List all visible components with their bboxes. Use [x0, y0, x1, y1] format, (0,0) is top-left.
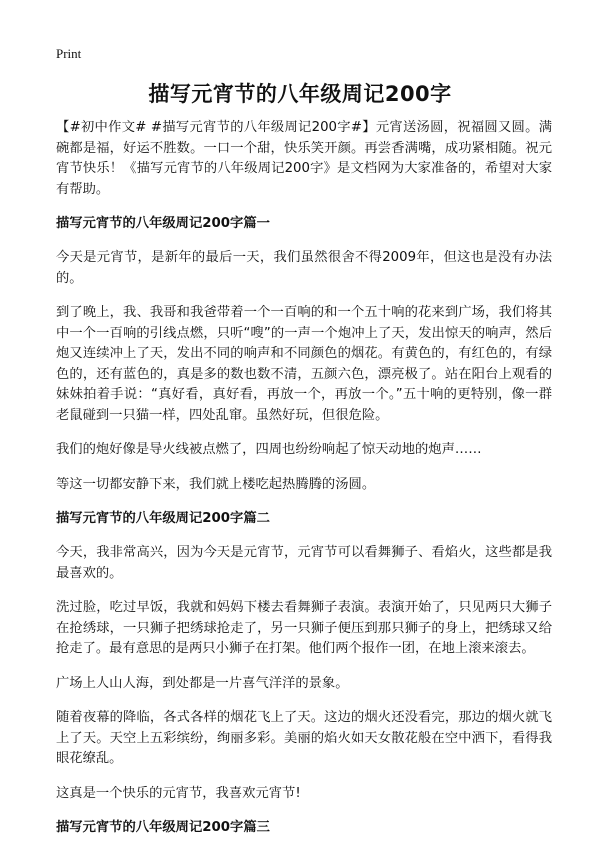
paragraph: 今天，我非常高兴，因为今天是元宵节，元宵节可以看舞狮子、看焰火，这些都是我最喜欢的。	[56, 545, 552, 581]
paragraph: 到了晚上，我、我哥和我爸带着一个一百响的和一个五十响的花来到广场，我们将其中一个一百响的引线点燃，只听“嗖”的一声一个炮冲上了天，发出惊天的响声，然后炮又连续冲上了天，发出不同的响声和不同颜色的烟花。有黄色的，有红色的，有绿色的，还有蓝色的，真是多的数也数不清，五颜六色，漂亮极了。站在阳台上观看的妹妹拍着手说：“真好看，真好看，再放一个，再放一个。”五十响的更特别，像一群老鼠碰到一只猫一样，四处乱窜。虽然好玩，但很危险。	[56, 305, 552, 423]
section-heading-1: 描写元宵节的八年级周记200字篇一	[56, 216, 270, 231]
paragraph: 随着夜幕的降临，各式各样的烟花飞上了天。这边的烟火还没看完，那边的烟火就飞上了天。天空上五彩缤纷，绚丽多彩。美丽的焰火如天女散花般在空中洒下，看得我眼花缭乱。	[56, 710, 552, 766]
print-link[interactable]: Print	[56, 46, 82, 61]
article-title: 描写元宵节的八年级周记200字	[148, 82, 452, 106]
paragraph: 洗过脸，吃过早饭，我就和妈妈下楼去看舞狮子表演。表演开始了，只见两只大狮子在抢绣球，一只狮子把绣球抢走了，另一只狮子便压到那只狮子的身上，把绣球又给抢走了。最有意思的是两只小狮子在打架。他们两个报作一团，在地上滚来滚去。	[56, 600, 552, 656]
article-body	[56, 118, 552, 852]
paragraph: 这真是一个快乐的元宵节，我喜欢元宵节!	[56, 785, 301, 801]
section-heading-3: 描写元宵节的八年级周记200字篇三	[56, 820, 270, 835]
paragraph: 今天是元宵节，是新年的最后一天，我们虽然很舍不得2009年，但这也是没有办法的。	[56, 250, 552, 286]
section-heading-2: 描写元宵节的八年级周记200字篇二	[56, 511, 270, 526]
paragraph: 我们的炮好像是导火线被点燃了，四周也纷纷响起了惊天动地的炮声……	[56, 442, 482, 457]
paragraph: 等这一切都安静下来，我们就上楼吃起热腾腾的汤圆。	[56, 476, 376, 492]
paragraph: 广场上人山人海，到处都是一片喜气洋洋的景象。	[56, 675, 349, 691]
intro-paragraph: 【#初中作文# #描写元宵节的八年级周记200字#】元宵送汤圆，祝福圆又圆。满碗都是福，好运不胜数。一口一个甜，快乐笑开颜。再尝香满嘴，成功紧相随。祝元宵节快乐！《描写元宵节的八年级周记200字》是文档网为大家准备的，希望对大家有帮助。	[56, 120, 552, 197]
